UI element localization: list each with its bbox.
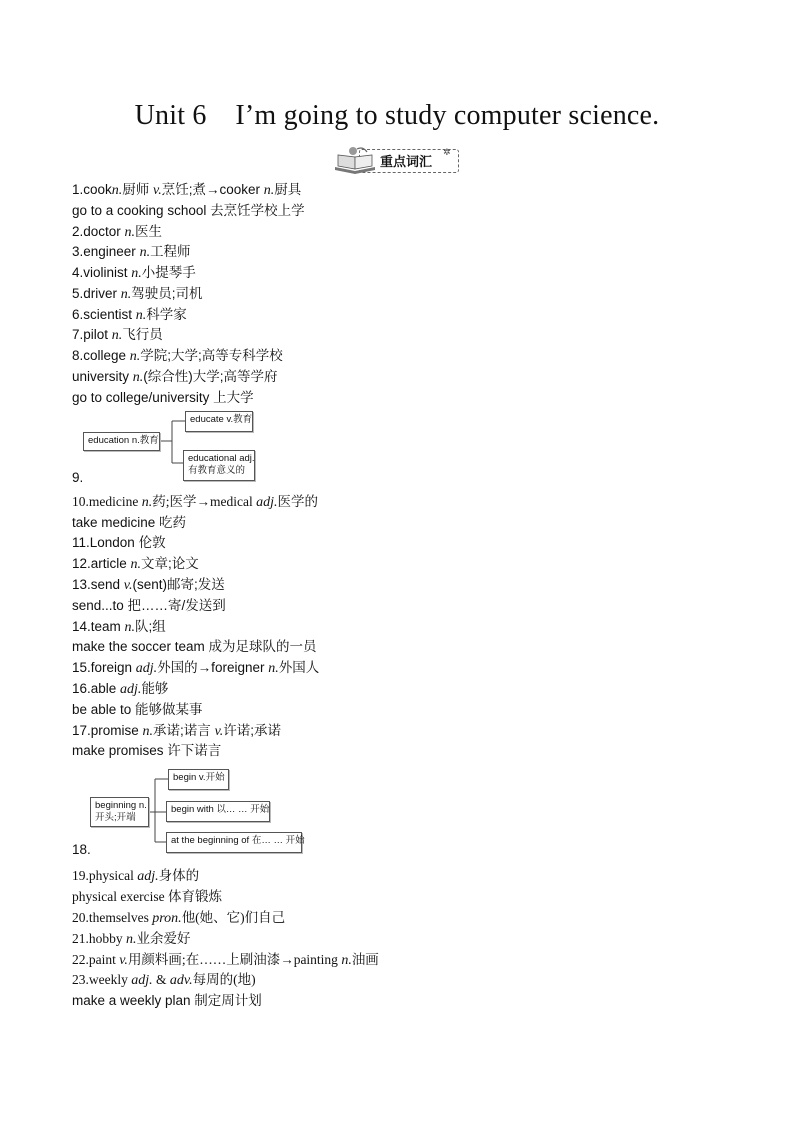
entry-17: 17.promise n.承诺;诺言 v.许诺;承诺 xyxy=(72,723,282,739)
entry-11: 11.London 伦敦 xyxy=(72,535,166,550)
entry-9: 9. xyxy=(72,470,84,485)
tree-child-node: at the beginning of 在… … 开始 xyxy=(166,832,302,853)
entry-13: 13.send v.(sent)邮寄;发送 xyxy=(72,577,225,593)
entry-23: 23.weekly adj. & adv.每周的(地) xyxy=(72,972,256,988)
star-icon: ✲ xyxy=(443,148,451,158)
entry-8-university: university n.(综合性)大学;高等学府 xyxy=(72,369,278,385)
entry-14: 14.team n.队;组 xyxy=(72,619,166,635)
entry-21: 21.hobby n.业余爱好 xyxy=(72,931,191,947)
tree-child-node: educational adj. 有教育意义的 xyxy=(183,450,255,481)
entry-6: 6.scientist n.科学家 xyxy=(72,307,187,323)
entry-10-phrase: take medicine 吃药 xyxy=(72,515,187,530)
entry-18: 18. xyxy=(72,842,91,857)
entry-7: 7.pilot n.飞行员 xyxy=(72,327,163,343)
tree-child-node: begin with 以… … 开始 xyxy=(166,801,270,822)
tree-root-node: education n.教育 xyxy=(83,432,160,451)
entry-2: 2.doctor n.医生 xyxy=(72,224,163,240)
entry-20: 20.themselves pron.他(她、它)们自己 xyxy=(72,910,286,926)
entry-8-phrase: go to college/university 上大学 xyxy=(72,390,254,405)
entry-16-phrase: be able to 能够做某事 xyxy=(72,702,203,717)
page-title: Unit 6 I’m going to study computer science. xyxy=(134,100,660,131)
section-label: 重点词汇 xyxy=(380,155,433,170)
entry-1: 1.cookn.厨师 v.烹饪;煮→cooker n.厨具 xyxy=(72,182,302,198)
entry-22: 22.paint v.用颜料画;在……上刷油漆→painting n.油画 xyxy=(72,952,379,968)
entry-15: 15.foreign adj.外国的→foreigner n.外国人 xyxy=(72,660,320,676)
tree-child-node: educate v.教育 xyxy=(185,411,253,432)
entry-16: 16.able adj.能够 xyxy=(72,681,169,697)
entry-13-phrase: send...to 把……寄/发送到 xyxy=(72,598,226,613)
entry-23-phrase: make a weekly plan 制定周计划 xyxy=(72,993,262,1008)
entry-10: 10.medicine n.药;医学→medical adj.医学的 xyxy=(72,494,318,510)
tree-child-node: begin v.开始 xyxy=(168,769,229,790)
entry-17-phrase: make promises 许下诺言 xyxy=(72,743,222,758)
entry-3: 3.engineer n.工程师 xyxy=(72,244,191,260)
entry-5: 5.driver n.驾驶员;司机 xyxy=(72,286,203,302)
entry-1-phrase: go to a cooking school 去烹饪学校上学 xyxy=(72,203,305,218)
entry-14-phrase: make the soccer team 成为足球队的一员 xyxy=(72,639,317,654)
entry-19: 19.physical adj.身体的 xyxy=(72,868,200,884)
entry-8: 8.college n.学院;大学;高等专科学校 xyxy=(72,348,283,364)
entry-4: 4.violinist n.小提琴手 xyxy=(72,265,196,281)
entry-19-phrase: physical exercise 体育锻炼 xyxy=(72,889,222,904)
tree-root-node: beginning n. 开头;开端 xyxy=(90,797,149,827)
entry-12: 12.article n.文章;论文 xyxy=(72,556,199,572)
